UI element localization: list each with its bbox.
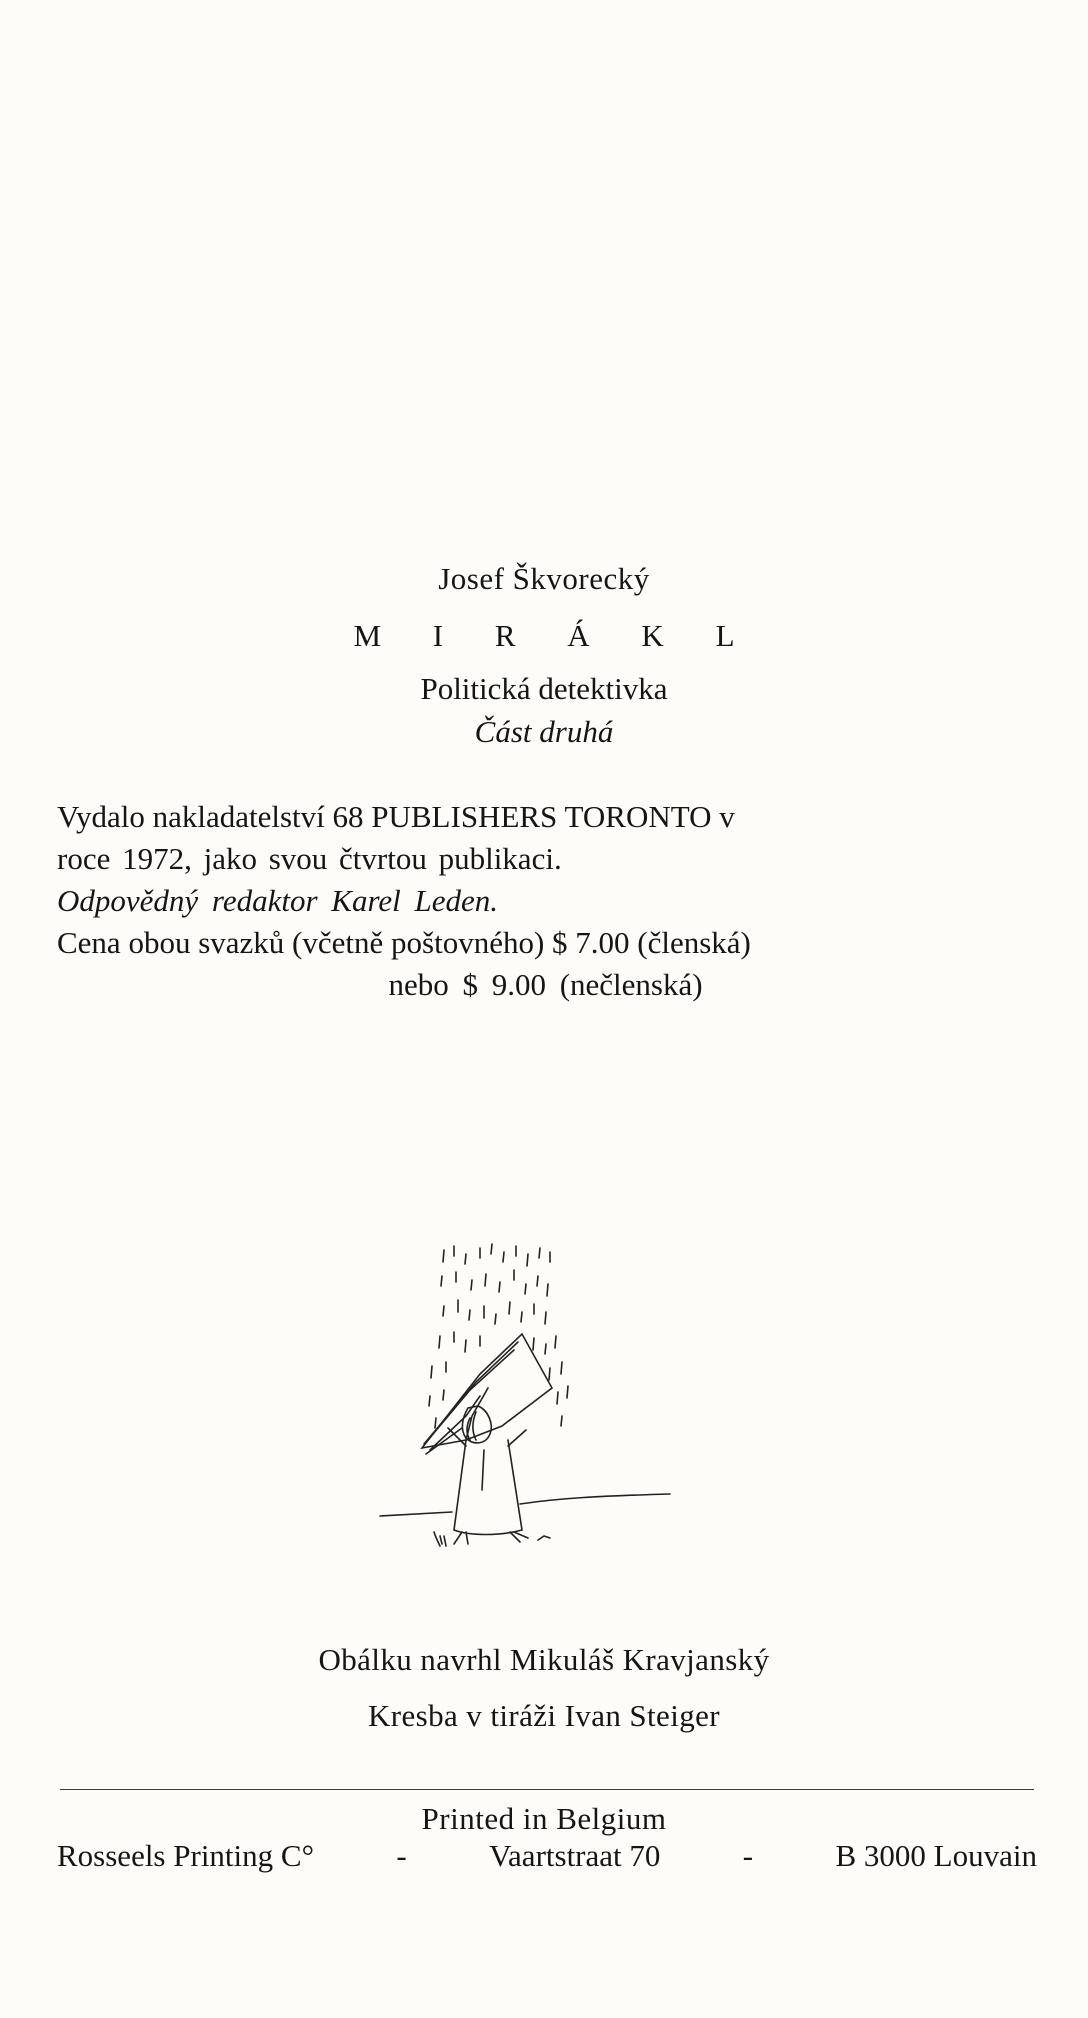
imprint-line-1	[57, 796, 1034, 838]
separator: -	[396, 1838, 407, 1873]
price-word: (včetně	[292, 925, 384, 960]
title-block	[0, 556, 1088, 754]
editor-line: Odpovědný redaktor Karel Leden.	[57, 883, 498, 918]
imprint-word: TORONTO	[564, 799, 712, 834]
book-subtitle: Politická detektivka	[420, 671, 668, 706]
separator: -	[742, 1838, 754, 1873]
price-word: obou	[128, 925, 191, 960]
imprint-line-2: roce 1972, jako svou čtvrtou publikaci.	[57, 841, 562, 876]
imprint-word: PUBLISHERS	[371, 799, 558, 834]
price-line	[57, 922, 1034, 964]
printer-city: B 3000 Louvain	[835, 1838, 1037, 1873]
price-word: Cena	[57, 925, 121, 960]
imprint-block	[57, 796, 1034, 1006]
book-part: Část druhá	[474, 714, 614, 749]
rain-book-drawing	[370, 1240, 710, 1560]
credits-block	[0, 1632, 1088, 1744]
imprint-word: 68	[332, 799, 364, 834]
divider-rule	[60, 1789, 1034, 1790]
imprint-word: v	[719, 799, 735, 834]
book-title: M I R Á K L	[353, 618, 735, 653]
printer-street: Vaartstraat 70	[489, 1838, 661, 1873]
drawing-credit: Kresba v tiráži Ivan Steiger	[367, 1698, 721, 1733]
imprint-word: Vydalo	[57, 799, 145, 834]
cover-credit: Obálku navrhl Mikuláš Kravjanský	[318, 1642, 770, 1677]
price-word: (členská)	[637, 925, 751, 960]
price-word: $ 7.00	[552, 925, 630, 960]
imprint-word: nakladatelství	[152, 799, 325, 834]
price-line-2: nebo $ 9.00 (nečlenská)	[388, 967, 703, 1002]
author-name: Josef Škvorecký	[438, 561, 650, 596]
printer-name: Rosseels Printing C°	[57, 1838, 314, 1873]
printed-in-line: Printed in Belgium	[421, 1801, 667, 1836]
printer-address	[57, 1837, 1037, 1875]
price-word: svazků	[198, 925, 285, 960]
price-word: poštovného)	[391, 925, 545, 960]
